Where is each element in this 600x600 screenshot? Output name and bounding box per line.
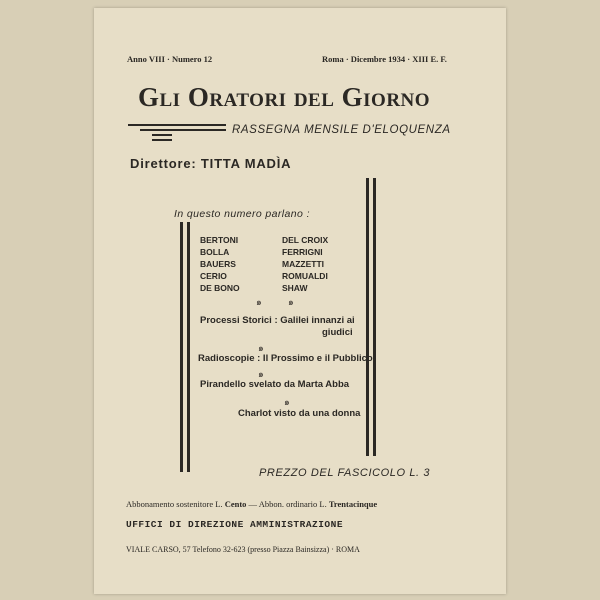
article-title-continued: giudici xyxy=(322,327,353,338)
subscription-value: Cento xyxy=(224,499,247,509)
subscription-value: Trentacinque xyxy=(328,499,378,509)
ornament-icon: ๑ xyxy=(284,397,290,407)
magazine-subtitle: RASSEGNA MENSILE D'ELOQUENZA xyxy=(232,124,451,136)
issue-price: PREZZO DEL FASCICOLO L. 3 xyxy=(259,467,431,479)
magazine-cover xyxy=(94,8,506,594)
ornament-icon: ๑ xyxy=(288,297,294,307)
article-title: Radioscopie : Il Prossimo e il Pubblico xyxy=(198,353,373,364)
article-title: Processi Storici : Galilei innanzi ai xyxy=(200,315,355,326)
speaker-name: DE BONO xyxy=(200,283,240,293)
speaker-name: ROMUALDI xyxy=(282,271,328,281)
ornament-icon: ๑ xyxy=(258,369,264,379)
speakers-left-column xyxy=(200,234,240,294)
magazine-title: Gli Oratori del Giorno xyxy=(138,82,431,112)
speakers-right-column xyxy=(282,234,328,294)
issue-number: Anno VIII · Numero 12 xyxy=(127,54,213,64)
director-line: Direttore: TITTA MADÌA xyxy=(130,156,292,171)
title-rule xyxy=(152,134,172,136)
title-rule xyxy=(140,129,226,131)
speaker-name: SHAW xyxy=(282,283,308,293)
subscription-line xyxy=(126,499,377,509)
speaker-name: BERTONI xyxy=(200,235,239,245)
title-rule xyxy=(152,139,172,141)
vertical-rule xyxy=(180,222,183,472)
vertical-rule xyxy=(366,178,369,456)
speaker-name: BAUERS xyxy=(200,259,236,269)
ornament-icon: ๑ xyxy=(258,343,264,353)
speaker-name: FERRIGNI xyxy=(282,247,323,257)
contents-intro: In questo numero parlano : xyxy=(174,208,310,220)
offices-line: UFFICI DI DIREZIONE AMMINISTRAZIONE xyxy=(126,519,344,530)
speaker-name: BOLLA xyxy=(200,247,230,257)
speaker-name: CERIO xyxy=(200,271,227,281)
speaker-name: MAZZETTI xyxy=(282,259,325,269)
address-line: VIALE CARSO, 57 Telefono 32-623 (presso Piazza Bainsizza) · ROMA xyxy=(126,545,360,554)
article-title: Charlot visto da una donna xyxy=(238,408,361,419)
subscription-label: Abbonamento sostenitore L. xyxy=(126,499,223,509)
issue-date: Roma · Dicembre 1934 · XIII E. F. xyxy=(322,54,447,64)
subscription-label: — Abbon. ordinario L. xyxy=(248,499,327,509)
article-title: Pirandello svelato da Marta Abba xyxy=(200,379,350,390)
vertical-rule xyxy=(187,222,190,472)
title-rule xyxy=(128,124,226,126)
ornament-icon: ๑ xyxy=(256,297,262,307)
vertical-rule xyxy=(373,178,376,456)
speaker-name: DEL CROIX xyxy=(282,235,329,245)
